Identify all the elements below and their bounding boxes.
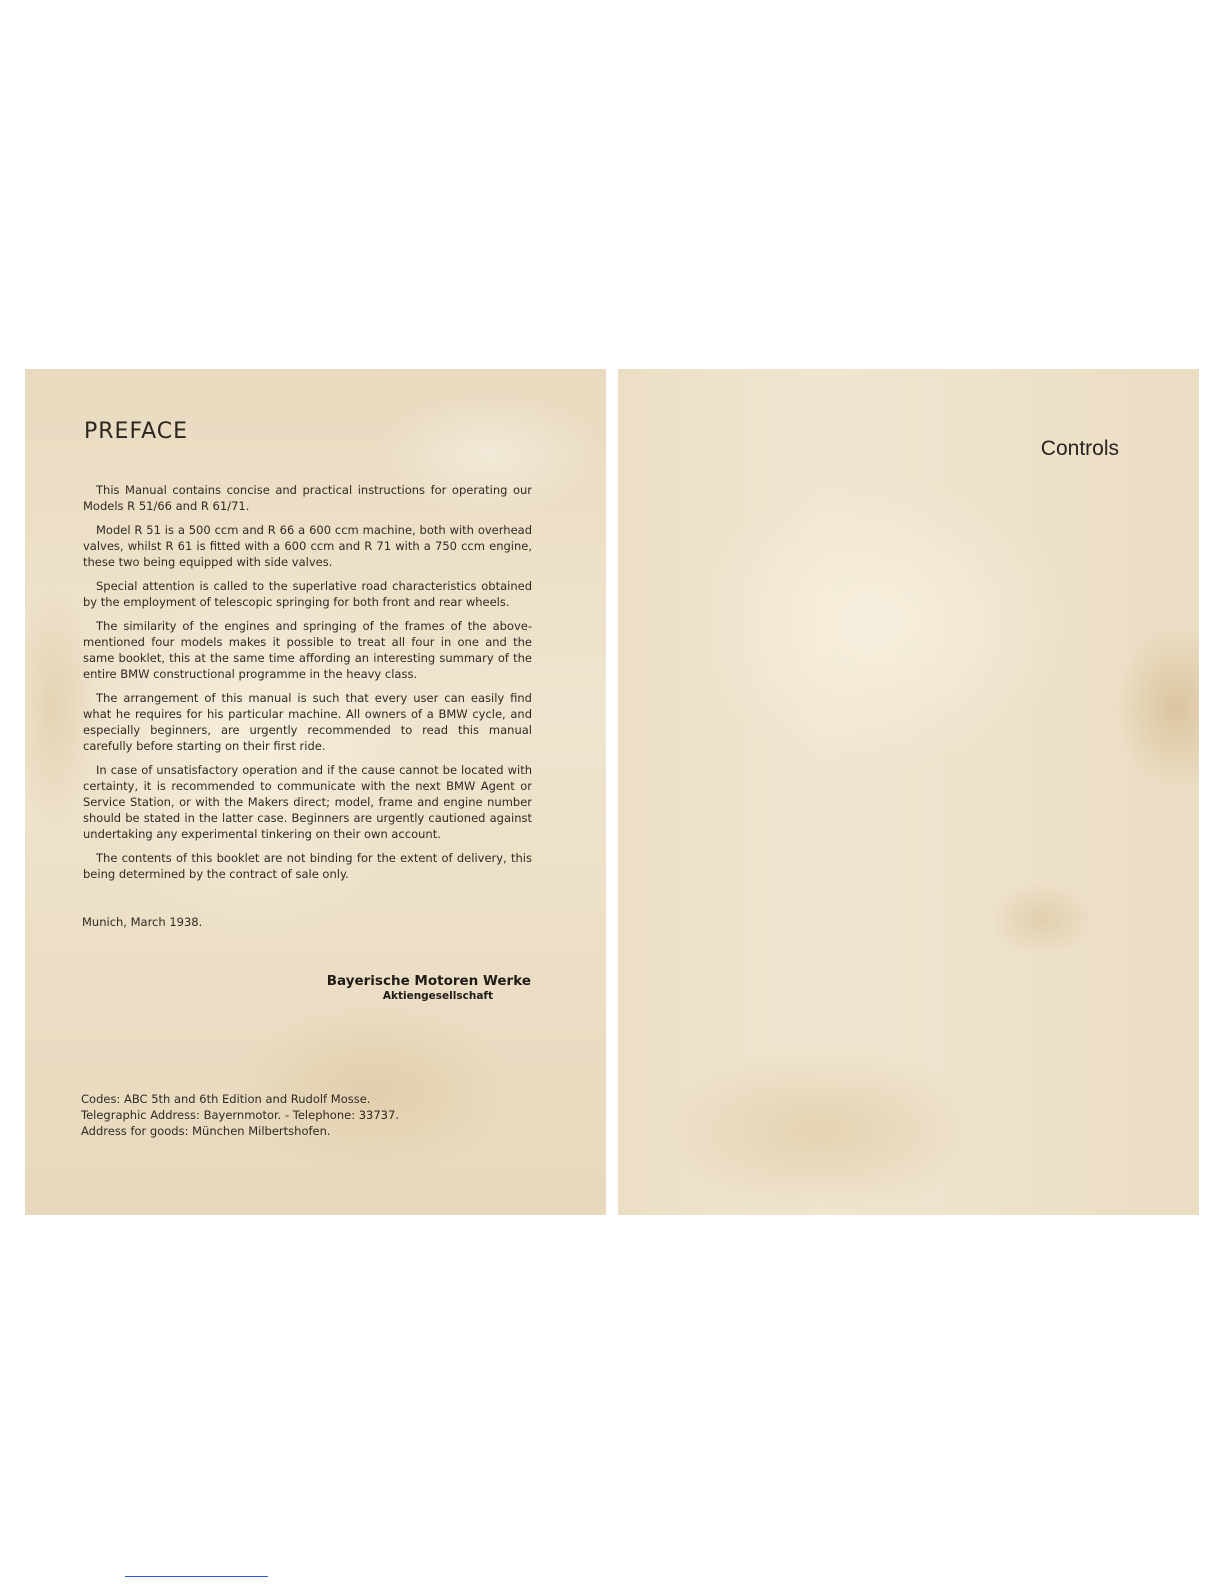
preface-paragraph: In case of unsatisfactory operation and if the cause cannot be located with certainty, it is recommended to communicate with the next BMW Agent or Service Station, or with the Makers direct; model, frame and engine number should be stated in the latter case. Beginners are urgently cautioned against undertaking any experimental tinkering on their own account. — [83, 763, 532, 841]
preface-paragraph: This Manual contains concise and practical instructions for operating our Models R 51/66 and R 61/71. — [83, 483, 532, 513]
preface-paragraph: The arrangement of this manual is such that every user can easily find what he requires for his particular machine. All owners of a BMW cycle, and especially beginners, are urgently recommended to read this manual carefully before starting on their first ride. — [83, 691, 532, 753]
bottom-rule — [125, 1576, 268, 1577]
preface-body — [83, 482, 532, 890]
controls-page — [618, 369, 1199, 1215]
preface-title: PREFACE — [84, 419, 189, 444]
controls-title: Controls — [1040, 437, 1119, 460]
company-signature — [255, 973, 531, 1002]
footer-line: Codes: ABC 5th and 6th Edition and Rudolf Mosse. — [81, 1092, 371, 1106]
contact-footer — [81, 1091, 399, 1139]
preface-paragraph: Special attention is called to the superlative road characteristics obtained by the employment of telescopic springing for both front and rear wheels. — [83, 579, 532, 609]
company-name: Bayerische Motoren Werke — [326, 973, 531, 989]
company-subtitle: Aktiengesellschaft — [382, 990, 493, 1002]
preface-paragraph: The contents of this booklet are not binding for the extent of delivery, this being determined by the contract of sale only. — [83, 851, 532, 881]
preface-page — [25, 369, 606, 1215]
footer-line: Telegraphic Address: Bayernmotor. - Telephone: 33737. — [81, 1108, 399, 1122]
date-line: Munich, March 1938. — [82, 915, 203, 929]
preface-paragraph: The similarity of the engines and springing of the frames of the above-mentioned four models makes it possible to treat all four in one and the same booklet, this at the same time affording an interesting summary of the entire BMW constructional programme in the heavy class. — [83, 619, 532, 681]
footer-line: Address for goods: München Milbertshofen. — [81, 1124, 331, 1138]
preface-paragraph: Model R 51 is a 500 ccm and R 66 a 600 ccm machine, both with overhead valves, whilst R 61 is fitted with a 600 ccm and R 71 with a 750 ccm engine, these two being equipped with side valves. — [83, 523, 532, 569]
